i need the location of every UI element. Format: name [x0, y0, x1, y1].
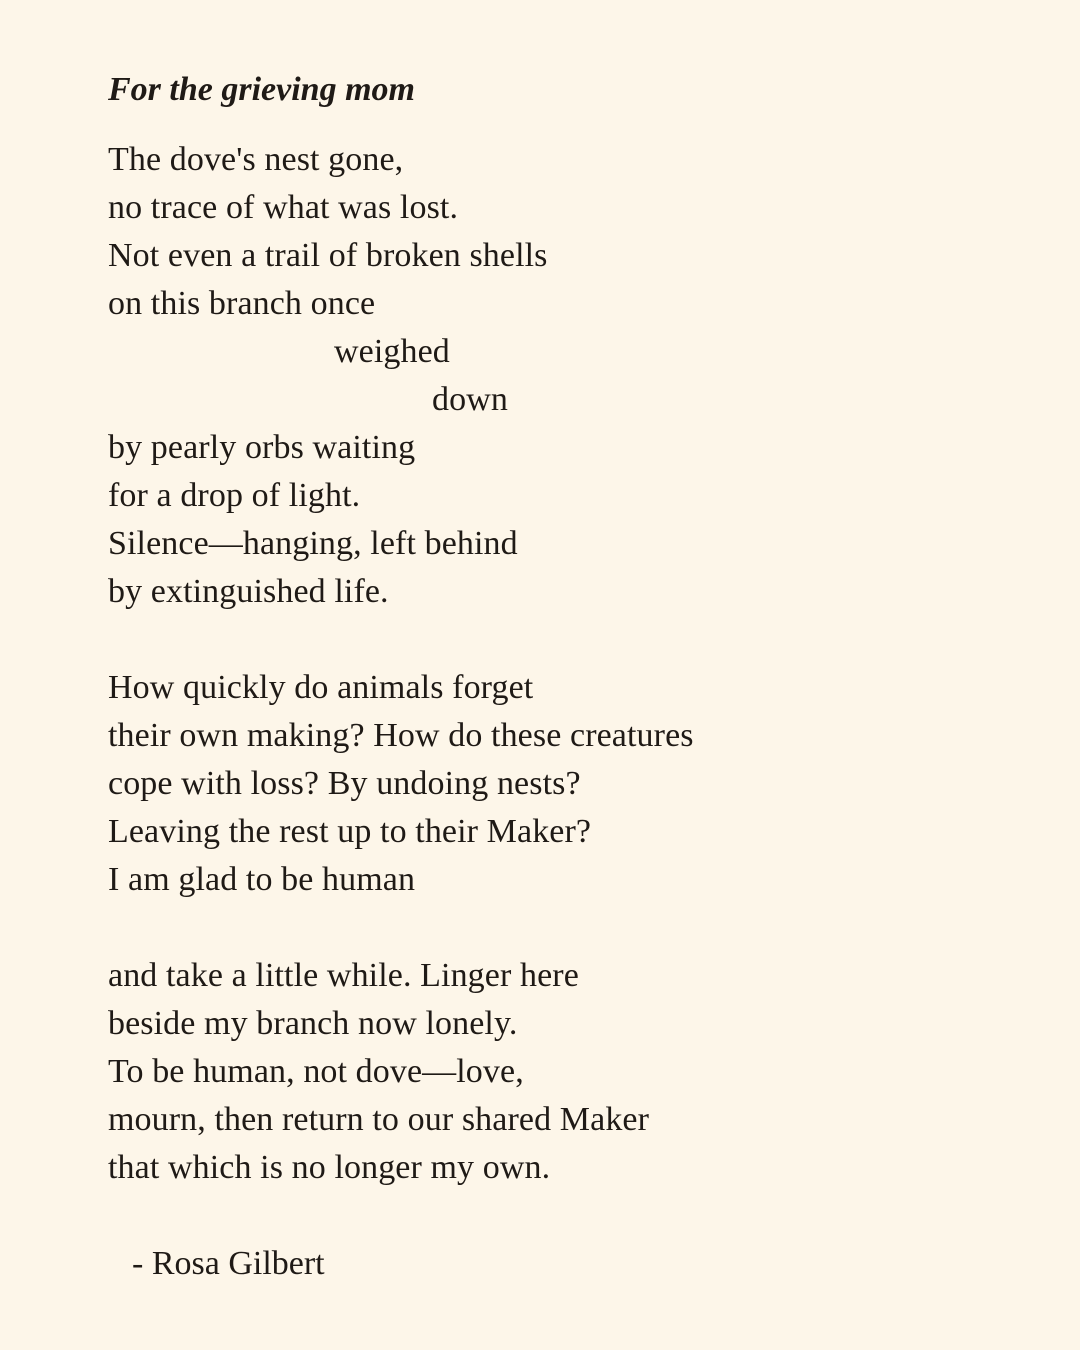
- poem-line: on this branch once: [108, 285, 376, 322]
- poem-line: Leaving the rest up to their Maker?: [108, 813, 592, 850]
- poem-line: mourn, then return to our shared Maker: [108, 1101, 650, 1138]
- poem-line: beside my branch now lonely.: [108, 1005, 518, 1042]
- poem-line: and take a little while. Linger here: [108, 957, 579, 994]
- poem-line: no trace of what was lost.: [108, 189, 459, 226]
- poem-line: for a drop of light.: [108, 477, 361, 514]
- poem-line: cope with loss? By undoing nests?: [108, 765, 581, 802]
- poem-line-indented: weighed: [334, 333, 450, 370]
- poem-line: The dove's nest gone,: [108, 141, 404, 178]
- poem-line: by extinguished life.: [108, 573, 389, 610]
- poem-line: that which is no longer my own.: [108, 1149, 551, 1186]
- poem-author: - Rosa Gilbert: [132, 1245, 325, 1282]
- poem-title: For the grieving mom: [108, 71, 415, 108]
- poem-line: To be human, not dove—love,: [108, 1053, 524, 1090]
- poem-line: their own making? How do these creatures: [108, 717, 694, 754]
- poem-line: How quickly do animals forget: [108, 669, 534, 706]
- poem-line: I am glad to be human: [108, 861, 416, 898]
- poem-line-indented: down: [432, 381, 508, 418]
- poem-line: by pearly orbs waiting: [108, 429, 416, 466]
- poem-line: Not even a trail of broken shells: [108, 237, 548, 274]
- poem-line: Silence—hanging, left behind: [108, 525, 518, 562]
